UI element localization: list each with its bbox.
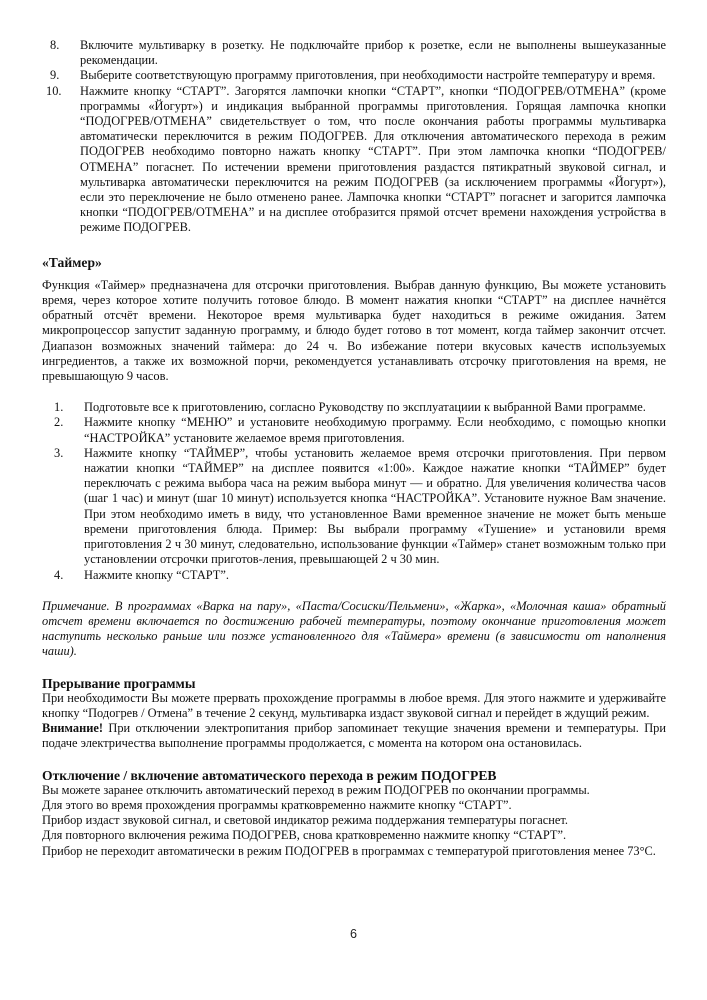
list-number: 8. [50,38,60,52]
list-item [42,400,666,415]
list-text: Нажмите кнопку “МЕНЮ” и установите необходимую программу. Если необходимо, с помощью кнопки “НАСТРОЙКА” установите желаемое время приготовления. [84,415,666,445]
autowarm-line: Для этого во время прохождения программы кратковременно нажмите кнопку “СТАРТ”. [42,797,512,812]
interrupt-text: При необходимости Вы можете прервать прохождение программы в любое время. Для этого нажмите и удерживайте кнопку “Подогрев / Отмена” в течение 2 секунд, мультиварка издаст звуковой сигнал и перейдет в ждущий режим. [42,690,666,720]
list-text: Включите мультиварку в розетку. Не подключайте прибор к розетке, если не выполнены вышеуказанные рекомендации. [80,38,666,68]
list-number: 9. [50,68,60,83]
instruction-list-top [42,38,666,236]
timer-steps-list [42,400,666,582]
list-text: Подготовьте все к приготовлению, согласно Руководству по эксплуатациии к выбранной Вами программе. [84,400,646,415]
autowarm-line: Для повторного включения режима ПОДОГРЕВ, снова кратковременно нажмите кнопку “СТАРТ”. [42,828,567,843]
list-item [42,568,666,583]
page-number: 6 [349,927,357,941]
attention-paragraph [42,721,666,751]
timer-note: Примечание. В программах «Варка на пару», «Паста/Сосиски/Пельмени», «Жарка», «Молочная каша» обратный отсчет времени включается по достижению рабочей температуры, поэтому окончание приготовления может наступить несколько раньше или позже установленного для «Таймера» времени (в зависимости от наполнения чаши). [42,598,666,659]
attention-text: При отключении электропитания прибор запоминает текущие значения времени и температуры. При подаче электричества выполнение программы продолжается, с момента на котором она остановилась. [42,721,666,751]
autowarm-line: Прибор издаст звуковой сигнал, и световой индикатор режима поддержания температуры погаснет. [42,813,568,828]
attention-label: Внимание! [42,721,103,736]
timer-intro: Функция «Таймер» предназначена для отсрочки приготовления. Выбрав данную функцию, Вы можете установить время, через которое хотите получить готовое блюдо. В момент нажатия кнопки “СТАРТ” на дисплее начнётся обратный отсчёт времени. Некоторое время мультиварка будет находиться в режиме ожидания. Затем микропроцессор запустит заданную программу, и блюдо будет готово в тот момент, когда таймер закончит отсчет. Диапазон возможных значений таймера: до 24 ч. Во избежание потери вкусовых качеств используемых ингредиентов, а также их возможной порчи, рекомендуется устанавливать отсрочку приготовления на время, не превышающую 9 часов. [42,277,666,384]
interrupt-heading: Прерывание программы [42,675,196,691]
autowarm-line: Вы можете заранее отключить автоматический переход в режим ПОДОГРЕВ по окончании программы. [42,782,590,797]
list-number: 3. [54,445,64,460]
list-text: Нажмите кнопку “СТАРТ”. Загорятся лампочки кнопки “СТАРТ”, кнопки “ПОДОГРЕВ/ОТМЕНА” (кроме программы «Йогурт») и индикация выбранной программы приготовления. Горящая лампочка кнопки “ПОДОГРЕВ/ОТМЕНА” свидетельствует о том, что после окончания работы программы мультиварка автоматически переключится в режим ПОДОГРЕВ. Для отключения автоматического перехода в режим ПОДОГРЕВ необходимо повторно нажать кнопку “СТАРТ”. При этом лампочка кнопки “ПОДОГРЕВ/ОТМЕНА” погаснет. По истечении времени приготовления раздастся пятикратный звуковой сигнал, и мультиварка автоматически переключится на режим ПОДОГРЕВ (за исключением программы «Йогурт»), если это переключение не было отменено ранее. Лампочка кнопки “СТАРТ” погаснет и загорится лампочка кнопки “ПОДОГРЕВ/ОТМЕНА” и на дисплее отобразится прямой отсчет времени нахождения устройства в режиме ПОДОГРЕВ. [80,83,666,235]
autowarm-heading: Отключение / включение автоматического перехода в режим ПОДОГРЕВ [42,767,497,783]
list-number: 4. [54,567,64,582]
document-page [42,38,666,859]
list-item [42,415,666,445]
list-number: 1. [54,400,64,415]
list-number: 10. [46,83,62,98]
list-item [42,68,666,83]
timer-heading: «Таймер» [42,254,102,270]
list-text: Нажмите кнопку “ТАЙМЕР”, чтобы установить желаемое время отсрочки приготовления. При первом нажатии кнопки “ТАЙМЕР” на дисплее появится «1:00». Каждое нажатие кнопки “ТАЙМЕР” будет переключать с режима выбора часа на режим выбора минут — и обратно. Для увеличения количества часов (шаг 1 час) и минут (шаг 10 минут) используется кнопка “НАСТРОЙКА”. Установите нужное Вам значение. При этом необходимо иметь в виду, что установленное Вами временное значение не может быть меньше времени приготовления блюда. Пример: Вы выбрали программу «Тушение» и установили время приготовления 2 ч 30 минут, следовательно, использование функции «Таймер» станет возможным только при установлении отсрочки приготов-ления, превышающей 2 ч 30 мин. [84,445,666,567]
list-text: Нажмите кнопку “СТАРТ”. [84,567,229,582]
list-item [42,38,666,68]
list-item [42,446,666,568]
list-number: 2. [54,415,64,430]
autowarm-line: Прибор не переходит автоматически в режим ПОДОГРЕВ в программах с температурой приготовления менее 73°С. [42,843,656,858]
list-text: Выберите соответствующую программу приготовления, при необходимости настройте температуру и время. [80,68,656,83]
list-item [42,84,666,236]
